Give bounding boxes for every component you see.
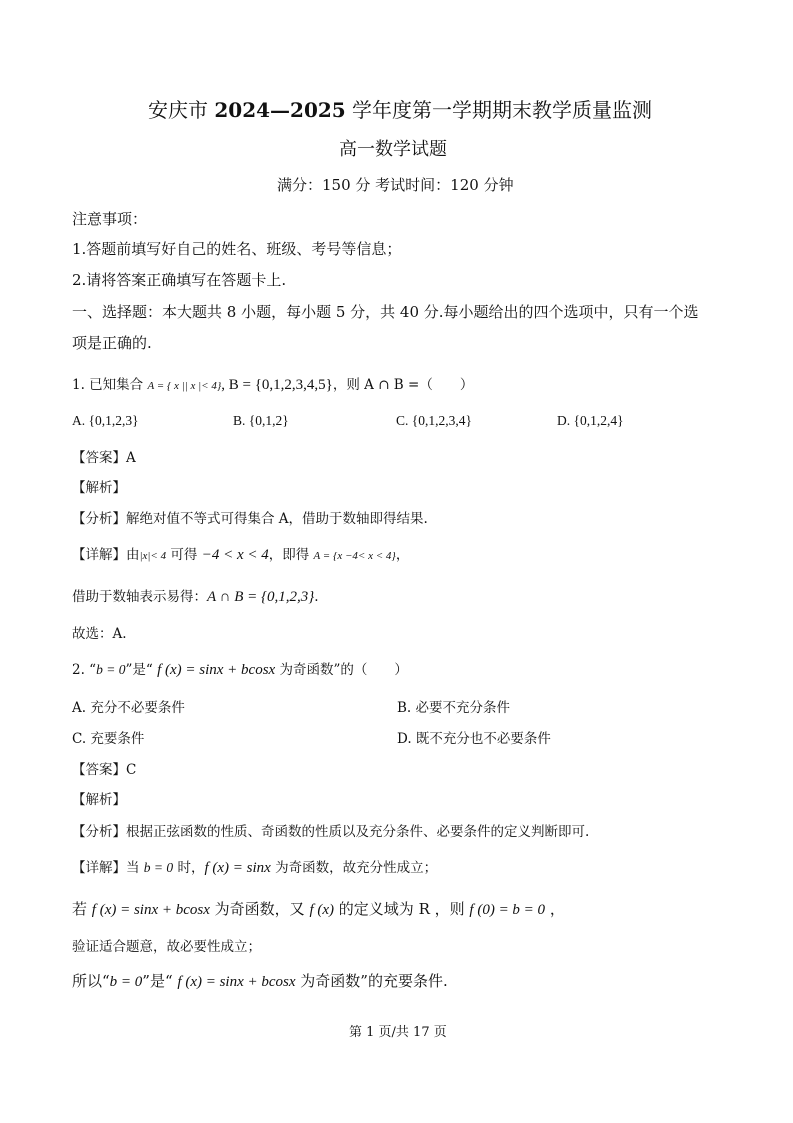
q2-line-2-c: 的定义域为 R ，则	[334, 900, 470, 918]
q1-detail-math-3: A = {x −4< x < 4}	[313, 550, 396, 562]
q1-choose: 故选：A.	[72, 626, 127, 642]
q2-option-b: B. 必要不充分条件	[397, 700, 511, 716]
page-number: 第 1 页/共 17 页	[349, 1025, 447, 1040]
q1-detail-tag: 【详解】	[72, 547, 126, 563]
page-subtitle: 高一数学试题	[339, 139, 447, 160]
q1-answer	[72, 452, 136, 466]
q1-numline-math: A ∩ B = {0,1,2,3}	[207, 589, 315, 605]
q2-line-4	[72, 974, 448, 990]
q1-option-a: A. {0,1,2,3}	[72, 413, 139, 428]
notes-item-1: 1.答题前填写好自己的姓名、班级、考号等信息；	[72, 240, 402, 258]
q2-option-c: C. 充要条件	[72, 731, 145, 747]
q2-stem-suffix: 为奇函数”的（ ）	[275, 662, 408, 678]
q2-line-2-function-2: f (x)	[309, 902, 335, 918]
q1-answer-tag: 【答案】	[72, 450, 126, 466]
q2-line-4-function: f (x) = sinx + bcosx	[177, 974, 296, 990]
q1-option-d: D. {0,1,2,4}	[557, 413, 624, 428]
q1-detail-math-1: |x|< 4	[139, 550, 167, 562]
q2-detail-text-3: 为奇函数，故充分性成立；	[270, 860, 438, 876]
q2-answer-value: C	[126, 762, 137, 778]
q2-line-4-a: 所以“	[72, 972, 110, 990]
q2-line-2-math: f (0) = b = 0	[469, 902, 546, 918]
q1-set-b: , B = {0,1,2,3,4,5}	[221, 377, 333, 393]
q1-option-c: C. {0,1,2,3,4}	[396, 413, 472, 428]
q2-fenxi-tag: 【分析】	[72, 824, 126, 840]
q2-detail-math-1: b = 0	[143, 860, 174, 875]
q1-stem-suffix: ，则 A ∩ B =（ ）	[332, 377, 474, 393]
q2-line-4-math: b = 0	[109, 974, 143, 990]
q1-detail-mid-2: ，即得	[268, 547, 314, 563]
q2-line-2-function: f (x) = sinx + bcosx	[91, 902, 210, 918]
q2-line-2-b: 为奇函数，又	[209, 900, 310, 918]
q1-detail-math-2: −4 < x < 4	[201, 547, 269, 563]
q1-numline-end: .	[314, 589, 319, 605]
q1-detail-prefix: 由	[126, 547, 140, 563]
q2-line-4-c: 为奇函数”的充要条件.	[295, 972, 448, 990]
q1-fenxi-tag: 【分析】	[72, 511, 126, 527]
q1-detail-mid: 可得	[166, 547, 202, 563]
title-years: 2024—2025	[214, 98, 346, 122]
q1-fenxi-text: 解绝对值不等式可得集合 A，借助于数轴即得结果.	[126, 511, 428, 527]
q2-line-2-d: ，	[545, 900, 565, 918]
q1-detail	[72, 548, 409, 563]
q2-stem-function: f (x) = sinx + bcosx	[157, 662, 276, 678]
title-suffix: 学年度第一学期期末教学质量监测	[345, 98, 653, 122]
q1-numline	[72, 590, 319, 605]
notes-item-2: 2.请将答案正确填写在答题卡上.	[72, 271, 287, 289]
q1-numline-text: 借助于数轴表示易得：	[72, 589, 207, 605]
q2-detail-tag: 【详解】	[72, 860, 126, 876]
q2-detail	[72, 861, 437, 876]
q2-analysis-tag: 【解析】	[72, 792, 126, 808]
title-prefix: 安庆市	[148, 98, 215, 122]
q2-line-4-b: ”是“	[142, 972, 178, 990]
q2-answer-tag: 【答案】	[72, 762, 126, 778]
section-1-intro-line-1: 一、选择题：本大题共 8 小题，每小题 5 分，共 40 分.每小题给出的四个选项中，只有一个选	[72, 303, 699, 321]
q2-stem	[72, 663, 408, 678]
q2-answer	[72, 764, 136, 778]
q2-detail-text-2: 时，	[173, 860, 205, 876]
q2-line-2	[72, 902, 565, 918]
q1-stem-prefix: 1. 已知集合	[72, 377, 144, 393]
q2-stem-prefix: 2. “	[72, 662, 97, 678]
q1-fenxi	[72, 513, 428, 527]
q2-detail-function: f (x) = sinx	[204, 860, 271, 876]
q2-option-d: D. 既不充分也不必要条件	[397, 731, 551, 747]
section-1-intro-line-2: 项是正确的.	[72, 334, 152, 352]
q1-stem	[72, 378, 473, 393]
q1-option-b: B. {0,1,2}	[233, 413, 289, 428]
q2-fenxi	[72, 826, 589, 840]
q2-stem-mid: ”是“	[125, 662, 158, 678]
q2-option-a: A. 充分不必要条件	[72, 700, 185, 716]
q1-set-a: A = { x || x |< 4}	[147, 380, 222, 392]
q1-detail-end: ，	[395, 547, 410, 563]
q1-answer-value: A	[126, 450, 136, 466]
score-time-line: 满分：150 分 考试时间：120 分钟	[277, 176, 514, 194]
page-title	[148, 100, 652, 120]
q2-detail-text-1: 当	[126, 860, 144, 876]
notes-heading: 注意事项：	[72, 210, 148, 228]
q2-line-3: 验证适合题意，故必要性成立；	[72, 939, 261, 955]
q2-line-2-a: 若	[72, 900, 92, 918]
q1-analysis-tag: 【解析】	[72, 480, 126, 496]
q2-fenxi-text: 根据正弦函数的性质、奇函数的性质以及充分条件、必要条件的定义判断即可.	[126, 824, 590, 840]
q2-stem-b0: b = 0	[96, 662, 126, 677]
